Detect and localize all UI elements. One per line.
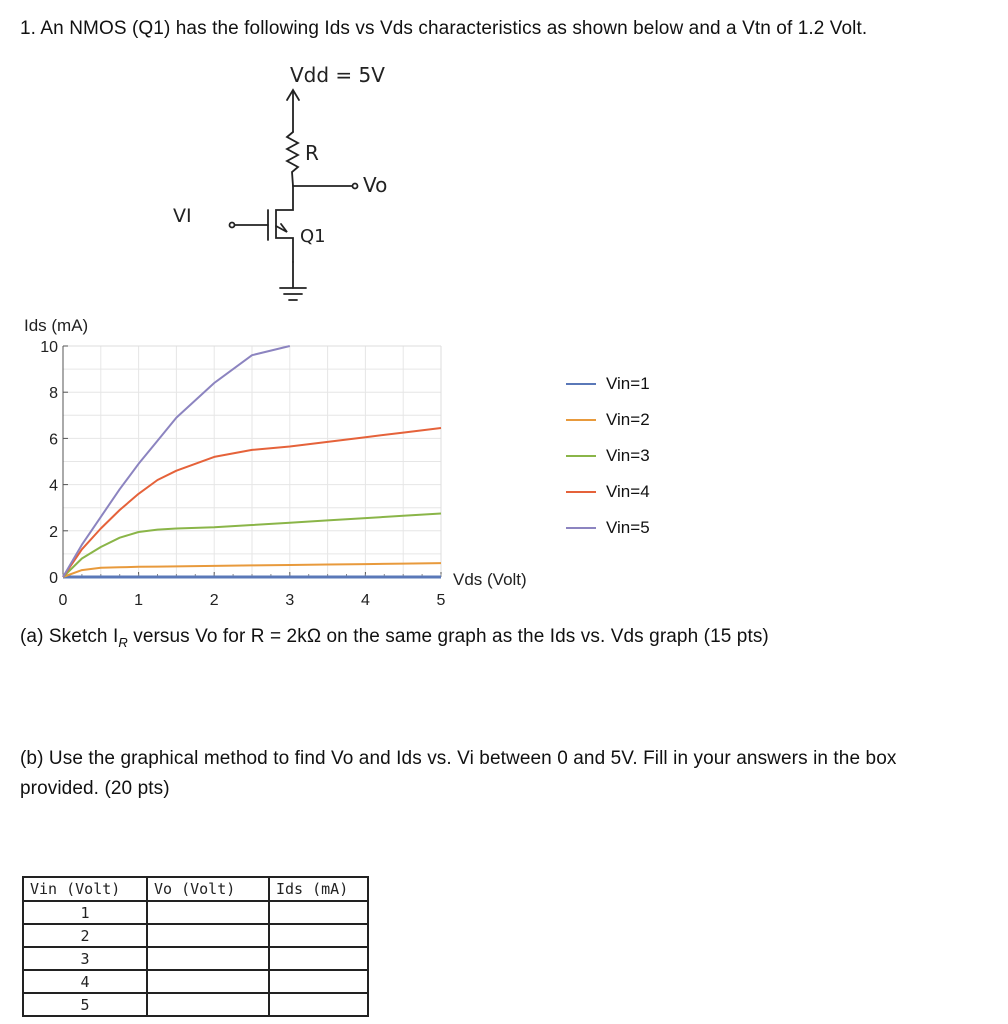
x-tick-label: 2 (209, 592, 219, 609)
legend-item (566, 366, 650, 402)
ids-answer-cell[interactable] (269, 993, 368, 1016)
resistor-icon (287, 132, 298, 186)
vo-answer-cell[interactable] (147, 947, 269, 970)
x-tick-label: 4 (360, 592, 370, 609)
legend-swatch (566, 383, 596, 385)
vo-answer-cell[interactable] (147, 970, 269, 993)
vo-answer-cell[interactable] (147, 993, 269, 1016)
legend-label: Vin=2 (606, 410, 650, 429)
part-a-text: (a) Sketch I (20, 626, 119, 647)
answer-table-header (23, 877, 368, 901)
ids-answer-cell[interactable] (269, 947, 368, 970)
legend-swatch (566, 419, 596, 421)
vdd-label: Vdd = 5V (290, 63, 385, 87)
vo-terminal-icon (353, 184, 358, 189)
x-tick-label: 1 (134, 592, 144, 609)
y-axis-label: Ids (mA) (24, 316, 89, 335)
question-intro: 1. An NMOS (Q1) has the following Ids vs Vds characteristics as shown below and a Vtn of 1.2 Volt. (20, 18, 868, 39)
legend-item (566, 438, 650, 474)
legend-swatch (566, 527, 596, 529)
y-tick-label: 6 (49, 431, 58, 449)
y-tick-label: 4 (49, 477, 58, 495)
vo-answer-cell[interactable] (147, 924, 269, 947)
legend-item (566, 402, 650, 438)
chart-grid (63, 346, 441, 577)
legend-label: Vin=3 (606, 446, 650, 465)
table-row (23, 901, 368, 924)
legend-label: Vin=1 (606, 374, 650, 393)
legend-label: Vin=4 (606, 482, 650, 501)
ids-answer-cell[interactable] (269, 901, 368, 924)
ids-vds-chart (0, 300, 560, 620)
circuit-diagram (0, 0, 1008, 320)
table-row (23, 947, 368, 970)
header-vin: Vin (Volt) (23, 877, 147, 901)
x-tick-label: 5 (436, 592, 446, 609)
x-tick-label: 3 (285, 592, 295, 609)
vin-cell: 4 (23, 970, 147, 993)
part-a-subscript: R (118, 634, 128, 650)
y-tick-label: 8 (49, 385, 58, 403)
vi-terminal-icon (230, 223, 235, 228)
question-part-b-line2: provided. (20 pts) (20, 778, 170, 799)
vo-label: Vo (363, 173, 388, 197)
header-vo: Vo (Volt) (147, 877, 269, 901)
y-tick-label: 10 (40, 339, 58, 356)
vo-answer-cell[interactable] (147, 901, 269, 924)
transistor-channel (276, 186, 293, 262)
q-label: Q1 (300, 226, 326, 247)
x-tick-label: 0 (58, 592, 68, 609)
ground-icon (280, 288, 306, 300)
vin-cell: 2 (23, 924, 147, 947)
question-part-a (20, 622, 769, 658)
vin-cell: 1 (23, 901, 147, 924)
y-tick-label: 2 (49, 523, 58, 541)
x-axis-label: Vds (Volt) (453, 570, 527, 589)
answer-table (22, 876, 369, 1017)
legend-swatch (566, 491, 596, 493)
vin-cell: 3 (23, 947, 147, 970)
y-tick-label: 0 (49, 570, 58, 587)
vin-cell: 5 (23, 993, 147, 1016)
transistor-arrow-icon (276, 224, 287, 232)
header-ids: Ids (mA) (269, 877, 368, 901)
table-row (23, 993, 368, 1016)
legend-label: Vin=5 (606, 518, 650, 537)
question-part-b-line1: (b) Use the graphical method to find Vo and Ids vs. Vi between 0 and 5V. Fill in your answers in the box (20, 748, 897, 769)
part-a-rest: versus Vo for R = 2kΩ on the same graph as the Ids vs. Vds graph (15 pts) (127, 626, 769, 647)
legend-item (566, 510, 650, 546)
ids-answer-cell[interactable] (269, 970, 368, 993)
legend-item (566, 474, 650, 510)
vi-label: VI (173, 205, 192, 227)
r-label: R (305, 141, 319, 165)
table-row (23, 970, 368, 993)
legend-swatch (566, 455, 596, 457)
ids-answer-cell[interactable] (269, 924, 368, 947)
table-row (23, 924, 368, 947)
